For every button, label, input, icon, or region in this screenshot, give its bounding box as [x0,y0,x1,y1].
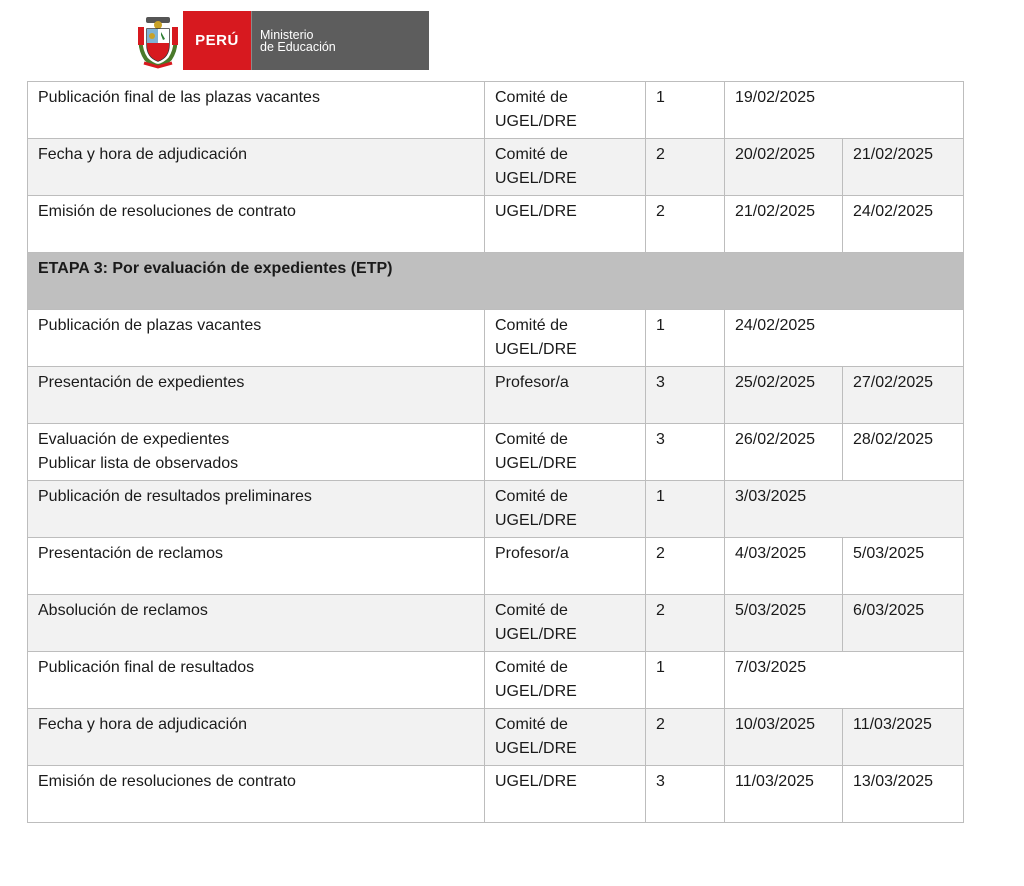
activity-cell: Publicación de plazas vacantes [28,310,485,367]
days-cell: 2 [646,538,725,595]
activity-cell: Emisión de resoluciones de contrato [28,196,485,253]
table-row [28,709,964,766]
responsible-cell: Comité de UGEL/DRE [485,652,646,709]
end-date-cell: 6/03/2025 [843,595,964,652]
end-date-cell: 21/02/2025 [843,139,964,196]
table-row [28,766,964,823]
activity-cell: Publicación de resultados preliminares [28,481,485,538]
table-row [28,652,964,709]
days-cell: 2 [646,595,725,652]
table-row [28,595,964,652]
end-date-cell: 11/03/2025 [843,709,964,766]
table-row [28,82,964,139]
ministerio-logo [251,11,429,70]
ministerio-logo-line1: Ministerio [260,27,314,42]
days-cell: 2 [646,139,725,196]
end-date-cell: 27/02/2025 [843,367,964,424]
peru-logo [183,11,251,70]
activity-cell: Publicación final de resultados [28,652,485,709]
table-row [28,139,964,196]
days-cell: 2 [646,709,725,766]
activity-cell: Fecha y hora de adjudicación [28,139,485,196]
stage-title: ETAPA 3: Por evaluación de expedientes (ETP) [28,253,964,310]
days-cell: 1 [646,652,725,709]
responsible-cell: Comité de UGEL/DRE [485,481,646,538]
schedule-table [27,81,964,823]
table-row [28,424,964,481]
start-date-cell: 25/02/2025 [725,367,843,424]
ministerio-logo-line2: de Educación [260,39,336,54]
table-row [28,367,964,424]
end-date-cell: 28/02/2025 [843,424,964,481]
start-date-cell: 11/03/2025 [725,766,843,823]
responsible-cell: UGEL/DRE [485,196,646,253]
table-row [28,481,964,538]
table-row [28,310,964,367]
days-cell: 1 [646,82,725,139]
date-cell: 7/03/2025 [725,652,964,709]
days-cell: 3 [646,424,725,481]
days-cell: 1 [646,310,725,367]
coat-of-arms-icon [135,11,180,70]
activity-cell: Publicación final de las plazas vacantes [28,82,485,139]
days-cell: 3 [646,766,725,823]
end-date-cell: 5/03/2025 [843,538,964,595]
page-header [135,11,429,70]
start-date-cell: 5/03/2025 [725,595,843,652]
date-cell: 19/02/2025 [725,82,964,139]
responsible-cell: Comité de UGEL/DRE [485,139,646,196]
days-cell: 2 [646,196,725,253]
responsible-cell: Comité de UGEL/DRE [485,424,646,481]
activity-cell: Presentación de expedientes [28,367,485,424]
start-date-cell: 4/03/2025 [725,538,843,595]
responsible-cell: UGEL/DRE [485,766,646,823]
responsible-cell: Profesor/a [485,367,646,424]
start-date-cell: 10/03/2025 [725,709,843,766]
peru-logo-text: PERÚ [195,32,239,49]
start-date-cell: 21/02/2025 [725,196,843,253]
responsible-cell: Comité de UGEL/DRE [485,82,646,139]
end-date-cell: 24/02/2025 [843,196,964,253]
days-cell: 3 [646,367,725,424]
date-cell: 3/03/2025 [725,481,964,538]
responsible-cell: Profesor/a [485,538,646,595]
table-row [28,196,964,253]
activity-cell: Emisión de resoluciones de contrato [28,766,485,823]
start-date-cell: 20/02/2025 [725,139,843,196]
responsible-cell: Comité de UGEL/DRE [485,310,646,367]
days-cell: 1 [646,481,725,538]
stage-row [28,253,964,310]
date-cell: 24/02/2025 [725,310,964,367]
activity-cell: Fecha y hora de adjudicación [28,709,485,766]
end-date-cell: 13/03/2025 [843,766,964,823]
responsible-cell: Comité de UGEL/DRE [485,709,646,766]
activity-cell: Presentación de reclamos [28,538,485,595]
responsible-cell: Comité de UGEL/DRE [485,595,646,652]
activity-cell: Evaluación de expedientes Publicar lista de observados [28,424,485,481]
table-row [28,538,964,595]
start-date-cell: 26/02/2025 [725,424,843,481]
activity-cell: Absolución de reclamos [28,595,485,652]
